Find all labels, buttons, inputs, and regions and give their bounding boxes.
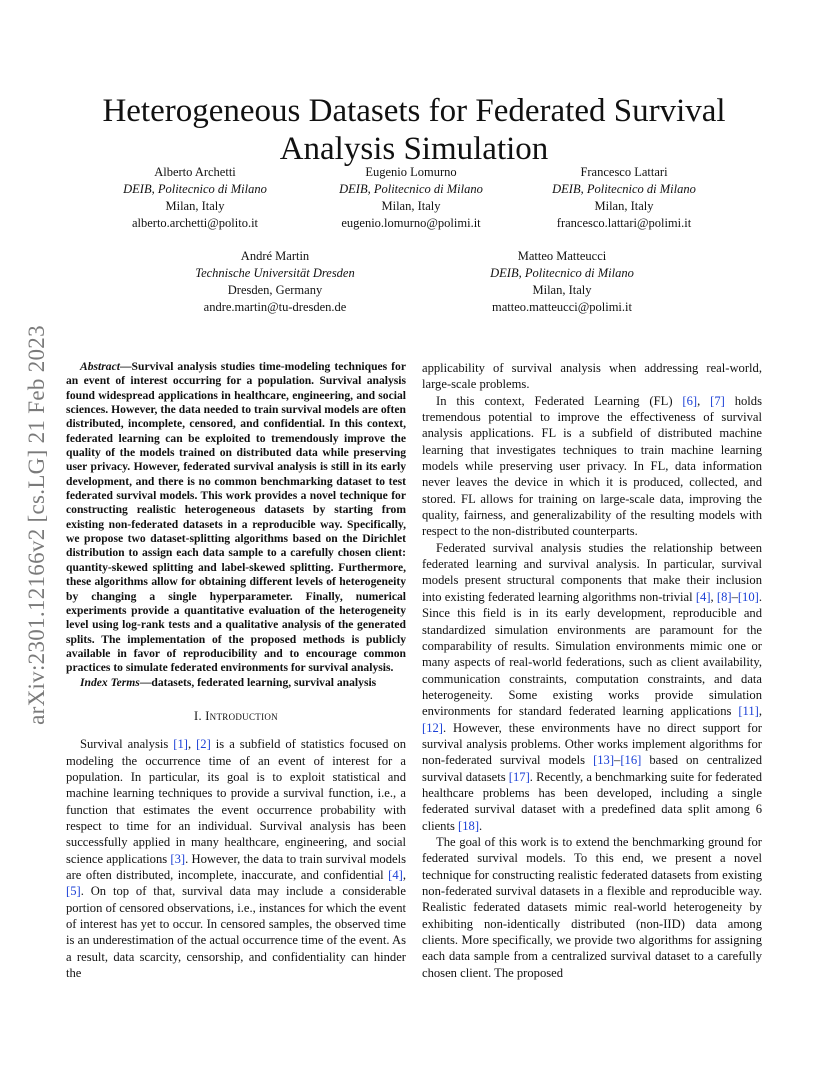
text-run: – [731,589,738,604]
body-paragraph [422,360,762,393]
citation-link[interactable]: [17] [508,769,530,784]
abstract-text: —Survival analysis studies time-modeling techniques for an event of interest occurring for a population. Survival analysis found widespread applications in healthcare, engineering, and social sciences. However, the data needed to train survival models are often distributed, incomplete, censored, and confidential. In this context, federated learning can be exploited to tremendously improve the quality of the models trained on distributed data while preserving user privacy. However, federated survival analysis is still in its early development, and there is no common benchmarking dataset to test federated survival models. This work provides a novel technique for constructing realistic heterogeneous datasets by starting from existing non-federated datasets in a reproducible way. Specifically, we propose two dataset-splitting algorithms based on the Dirichlet distribution to assign each data sample to a carefully chosen client: quantity-skewed splitting and label-skewed splitting. Furthermore, these algorithms allow for obtaining different levels of heterogeneity by changing a single hyperparameter. Finally, numerical experiments provide a quantitative evaluation of the heterogeneity level using log-rank tests and a qualitative analysis of the generated splits. The implementation of the proposed methods is publicly available in favor of reproducibility and to encourage common practices to simulate federated environments for survival analysis. [66,360,406,675]
text-run: . On top of that, survival data may include a considerable portion of censored observations, i.e., instances for which the event of interest has yet to occur. In censored samples, the observed time is an underestimation of the actual occurrence time of the event. As a result, data scarcity, censorship, and confidentiality can hinder the [66,884,406,981]
intro-paragraph [66,736,406,981]
text-run: . However, these environments have no direct support for survival analysis problems. Other works implement algorithms for non-federated survival models [422,720,762,768]
text-run: – [614,753,621,768]
author-location: Milan, Italy [165,199,225,213]
text-run: holds tremendous potential to improve the effectiveness of survival analysis applications. FL is a subfield of distributed machine learning that investigates techniques to train machine learning models while preserving user privacy. In FL, data information never leaves the device in which it is produced, collected, and stored. FL allows for training on large-scale data, improving the quality, fairness, and generalizability of the resulting models with respect to the non-distributed counterparts. [422,393,763,539]
citation-link[interactable]: [3] [170,851,186,866]
citation-link[interactable]: [12] [422,720,443,735]
citation-link[interactable]: [4] [388,868,403,882]
author-location: Milan, Italy [381,199,441,213]
author-name: Matteo Matteucci [517,249,607,263]
citation-link[interactable]: [16] [620,753,642,768]
arxiv-identifier [22,290,52,760]
citation-link[interactable]: [7] [710,393,725,408]
abstract-label: Abstract [80,360,120,373]
citation-link[interactable]: [11] [738,704,759,719]
author-name: André Martin [240,249,310,263]
text-run: , [402,868,406,882]
citation-link[interactable]: [18] [458,818,480,833]
author-email[interactable]: eugenio.lomurno@polimi.it [341,216,481,230]
citation-link[interactable]: [6] [682,393,698,408]
author-email[interactable]: matteo.matteucci@polimi.it [492,300,632,314]
body-paragraph [422,393,762,540]
author-affiliation: DEIB, Politecnico di Milano [123,182,267,196]
text-run: In this context, Federated Learning (FL) [436,393,683,408]
index-terms-text: —datasets, federated learning, survival analysis [139,675,377,689]
author-affiliation: DEIB, Politecnico di Milano [490,266,634,280]
text-run: , [187,737,197,752]
author-affiliation: Technische Universität Dresden [195,266,355,280]
citation-link[interactable]: [4] [695,589,711,604]
citation-link[interactable]: [2] [196,737,211,752]
paper-title: Heterogeneous Datasets for Federated Survival Analysis Simulation [102,93,726,168]
body-paragraph [422,540,762,834]
section-number: I. [194,708,202,723]
index-terms [66,676,406,690]
author-name: Eugenio Lomurno [365,165,457,179]
body-paragraph [422,834,762,981]
author-affiliation: DEIB, Politecnico di Milano [552,182,696,196]
text-run: based on centralized survival datasets [422,753,763,784]
author-location: Dresden, Germany [227,283,323,297]
author-email[interactable]: alberto.archetti@polito.it [131,216,259,230]
text-run: Federated survival analysis studies the relationship between federated learning and survival analysis. In particular, survival models present structural components that make their inclusion into existing federated learning algorithms non-trivial [422,540,762,604]
index-terms-label: Index Terms [80,675,140,689]
text-run: , [758,704,762,719]
arxiv-identifier-text: arXiv:2301.12166v2 [cs.LG] 21 Feb 2023 [24,325,49,725]
author-block [519,164,729,232]
text-run: The goal of this work is to extend the benchmarking ground for federated survival models. To this end, we present a novel technique for constructing realistic federated datasets from existing non-federated survival datasets in a flexible and reproducible way. Realistic federated datasets mimic real-world heterogeneity by exhibiting non-identically distributed (non-IID) data among clients. More specifically, we provide two algorithms for assigning each data sample from a centralized survival dataset to a carefully chosen client. The proposed [422,834,762,980]
author-email[interactable]: andre.martin@tu-dresden.de [203,300,347,314]
citation-link[interactable]: [5] [66,884,81,899]
author-affiliation: DEIB, Politecnico di Milano [339,182,483,196]
text-run: . Recently, a benchmarking suite for federated healthcare problems has been developed, including a single federated survival dataset with a predefined data split among 6 clients [422,769,762,833]
text-run: . [479,818,483,833]
author-name: Alberto Archetti [154,165,236,179]
right-column [422,360,762,981]
author-name: Francesco Lattari [580,165,668,179]
text-run: , [710,589,717,604]
citation-link[interactable]: [13] [593,753,615,768]
text-run: . Since this field is in its early development, reproducible and standardized simulation environments are paramount for the comparability of results. Simulation environments mimic one or many aspects of real-world federations, such as client availability, communication constraints, computation constraints, and data heterogeneity. Some existing works provide simulation environments for standard federated learning applications [422,589,762,719]
author-block [90,164,300,232]
text-run: Survival analysis [80,737,174,752]
left-column [66,360,406,981]
text-run: . However, the data to train survival models are often distributed, incomplete, inaccurate, and confidential [66,851,406,882]
citation-link[interactable]: [1] [173,737,188,752]
abstract [66,360,406,676]
text-run: applicability of survival analysis when addressing real-world, large-scale problems. [422,361,762,392]
citation-link[interactable]: [8] [716,589,732,604]
text-run: is a subfield of statistics focused on modeling the occurrence time of an event of interest for a population. In particular, its goal is to exploit statistical and machine learning techniques to provide a survival function, i.e., a function that estimates the event occurrence probability with respect to time for an individual. Survival analysis has been successfully applied in many healthcare, engineering, and social science applications [66,737,407,866]
text-run: , [697,393,711,408]
author-block [306,164,516,232]
section-heading [66,708,406,724]
citation-link[interactable]: [10] [737,589,759,604]
author-email[interactable]: francesco.lattari@polimi.it [556,216,692,230]
author-block [457,248,667,316]
author-location: Milan, Italy [594,199,654,213]
author-location: Milan, Italy [532,283,592,297]
section-title: Introduction [205,708,278,723]
author-block [170,248,380,316]
